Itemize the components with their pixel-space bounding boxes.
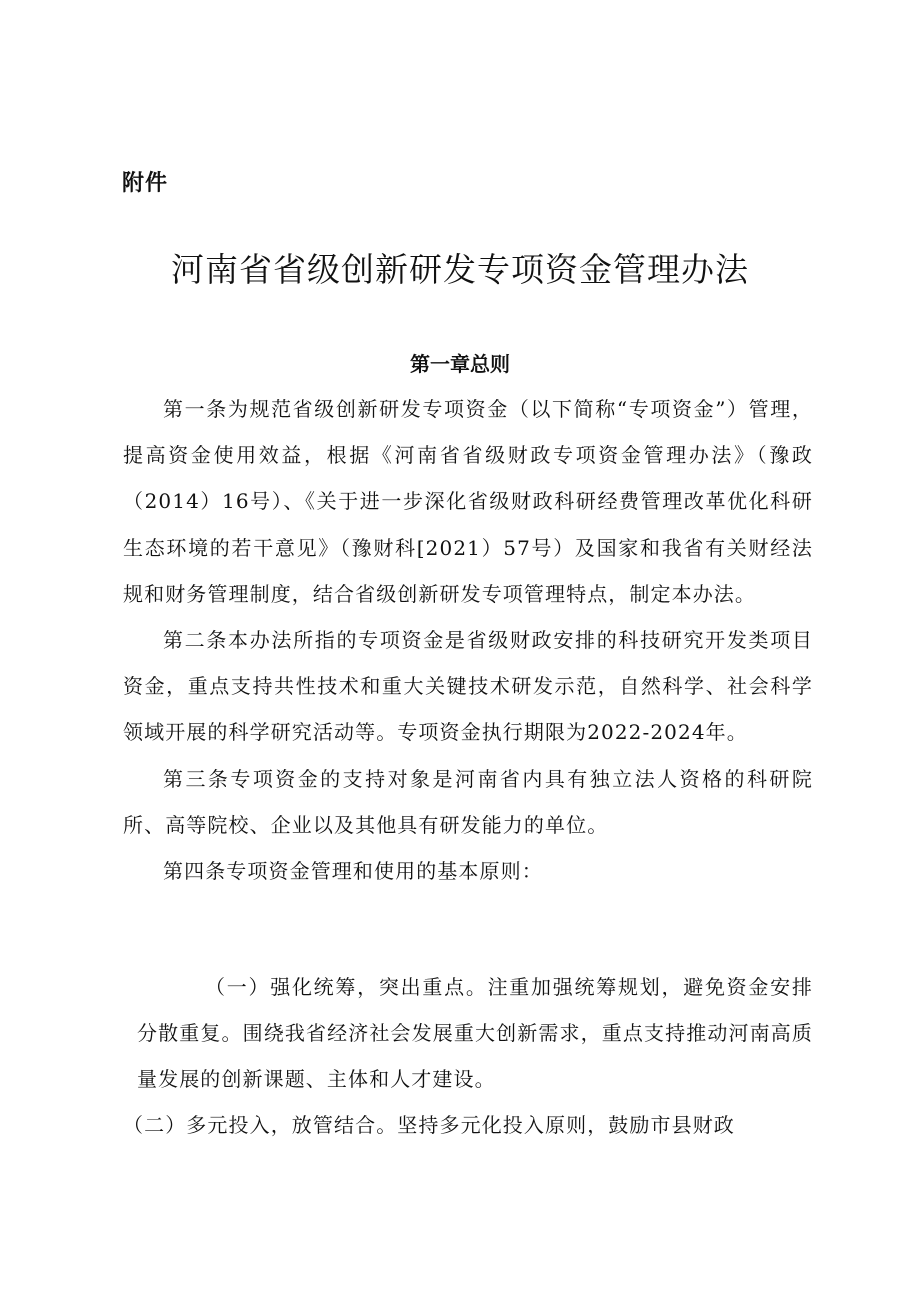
- principle-2: （二）多元投入，放管结合。坚持多元化投入原则，鼓励市县财政: [123, 1113, 735, 1137]
- principle-1-text: （一）强化统筹，突出重点。注重加强统筹规划，避免资金安排分散重复。围绕我省经济社会发展重大创新需求，重点支持推动河南高质量发展的创新课题、主体和人才建设。: [137, 975, 813, 1092]
- chapter-heading: 第一章总则: [410, 352, 510, 376]
- principle-1: [137, 964, 813, 1103]
- document-title: 河南省省级创新研发专项资金管理办法: [171, 250, 749, 289]
- article-1: 第一条为规范省级创新研发专项资金（以下简称“专项资金”）管理，提高资金使用效益，根据《河南省省级财政专项资金管理办法》（豫政（2014）16号）、《关于进一步深化省级财政科研经费管理改革优化科研生态环境的若干意见》（豫财科[2021）57号）及国家和我省有关财经法规和财务管理制度，结合省级创新研发专项管理特点，制定本办法。: [123, 397, 813, 606]
- article-3: 第三条专项资金的支持对象是河南省内具有独立法人资格的科研院所、高等院校、企业以及其他具有研发能力的单位。: [123, 766, 813, 837]
- article-2: 第二条本办法所指的专项资金是省级财政安排的科技研究开发类项目资金，重点支持共性技术和重大关键技术研发示范，自然科学、社会科学领域开展的科学研究活动等。专项资金执行期限为2022-2024年。: [123, 628, 813, 745]
- document-body: [123, 386, 813, 894]
- article-4: 第四条专项资金管理和使用的基本原则：: [163, 859, 543, 884]
- attachment-label: 附件: [122, 171, 169, 196]
